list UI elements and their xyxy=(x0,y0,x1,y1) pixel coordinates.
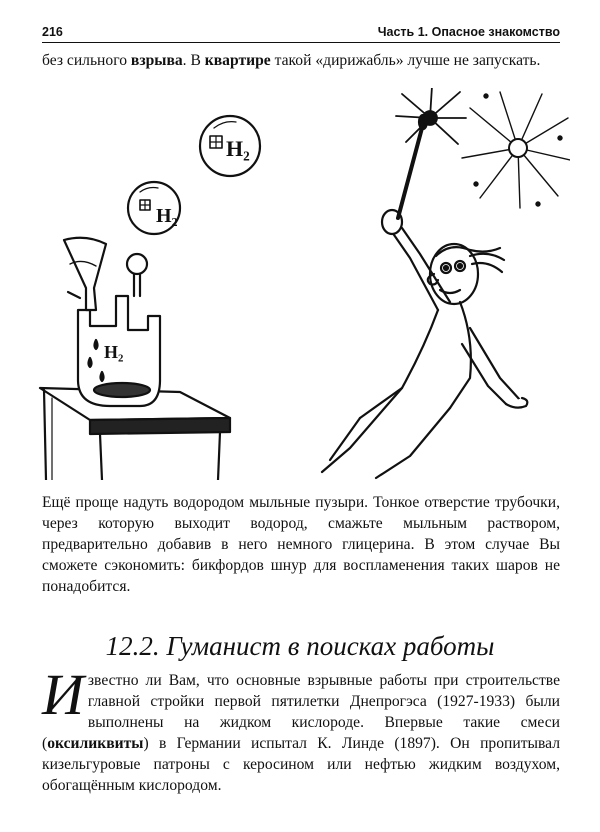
running-title: Часть 1. Опасное знакомство xyxy=(377,25,560,39)
page-number: 216 xyxy=(42,25,63,39)
drop-cap: И xyxy=(42,662,84,727)
bubble-label-small: H₂ xyxy=(156,205,178,227)
match-drawing xyxy=(398,128,422,218)
bold-term-apartment: квартире xyxy=(204,52,271,69)
explosion-burst-large xyxy=(462,92,570,208)
bold-term-oxyliquits: оксиликвиты xyxy=(47,735,144,752)
running-header xyxy=(42,22,560,43)
flask-drawing xyxy=(64,238,160,406)
flask-label: H₂ xyxy=(104,342,124,362)
section-title: 12.2. Гуманист в поисках работы xyxy=(105,631,495,661)
man-drawing xyxy=(322,210,527,478)
paragraph-soap-bubbles: Ещё проще надуть водородом мыльные пузыри. Тонкое отверстие трубочки, через которую выходит водород, смажьте мыльным раствором, предварительно добавив в него немного глицерина. В этом случае Вы сможете сэкономить: бикфордов шнур для воспламенения таких шаров не понадобится. xyxy=(42,494,560,595)
bubble-label-large: H₂ xyxy=(226,136,250,161)
paragraph-dneproges: Известно ли Вам, что основные взрывные работы при строительстве главной стройки первой пятилетки Днепрогэса (1927-1933) были выполнены на жидком кислороде. Впервые такие смеси (оксиликвиты) в Германии испытал К. Линде (1897). Он пропитывал кизельгуровые патроны с керосином или нефтью жидким воздухом, обогащённым кислородом. xyxy=(42,662,560,794)
illustration xyxy=(30,88,570,480)
bold-term-explosion: взрыва xyxy=(130,52,183,69)
paragraph-intro: без сильного взрыва. В квартире такой «дирижабль» лучше не запускать. xyxy=(42,52,541,69)
explosion-burst-small xyxy=(396,88,466,144)
